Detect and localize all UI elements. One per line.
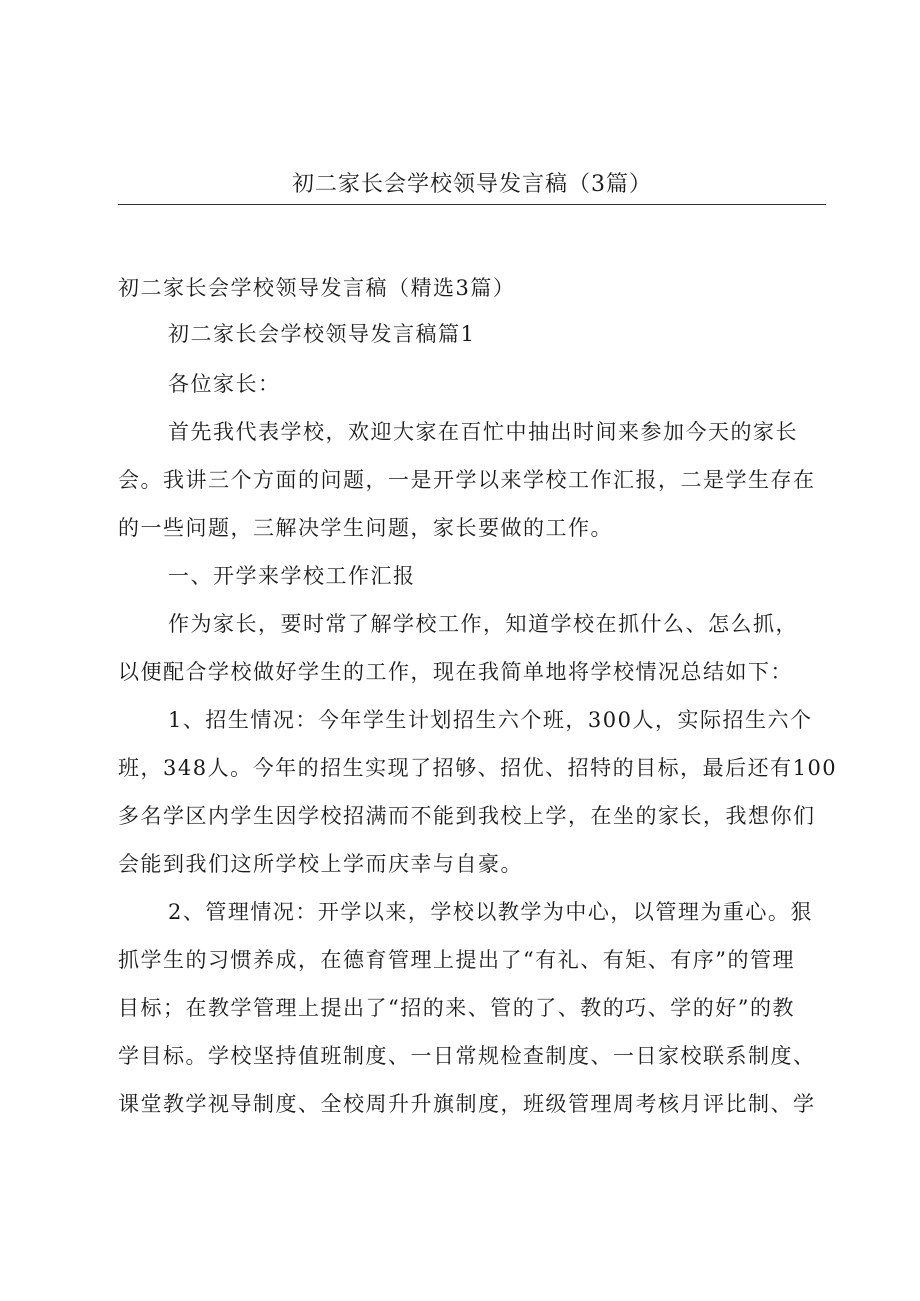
paragraph-line: 以便配合学校做好学生的工作，现在我简单地将学校情况总结如下： — [118, 660, 793, 684]
paragraph-line: 课堂教学视导制度、全校周升升旗制度，班级管理周考核月评比制、学 — [118, 1092, 816, 1116]
paragraph-line: 1、招生情况：今年学生计划招生六个班，300人，实际招生六个 — [168, 708, 813, 732]
paragraph-line: 作为家长，要时常了解学校工作，知道学校在抓什么、怎么抓， — [168, 612, 798, 636]
document-title: 初二家长会学校领导发言稿（3篇） — [292, 172, 652, 197]
salutation: 各位家长： — [168, 372, 281, 396]
paragraph-line: 的一些问题，三解决学生问题，家长要做的工作。 — [118, 516, 613, 540]
document-subtitle: 初二家长会学校领导发言稿（精选3篇） — [118, 276, 516, 300]
paragraph-line: 多名学区内学生因学校招满而不能到我校上学，在坐的家长，我想你们 — [118, 804, 816, 828]
section-heading: 一、开学来学校工作汇报 — [168, 564, 416, 588]
section-heading: 初二家长会学校领导发言稿篇1 — [168, 322, 476, 346]
paragraph-line: 班，348人。今年的招生实现了招够、招优、招特的目标，最后还有100 — [118, 756, 838, 780]
paragraph-line: 首先我代表学校，欢迎大家在百忙中抽出时间来参加今天的家长 — [168, 420, 798, 444]
document-body — [118, 268, 838, 1128]
document-header — [118, 168, 826, 205]
paragraph-line: 2、管理情况：开学以来，学校以教学为中心，以管理为重心。狠 — [168, 900, 813, 924]
paragraph-line: 目标；在教学管理上提出了“招的来、管的了、教的巧、学的好”的教 — [118, 996, 795, 1020]
paragraph-line: 会。我讲三个方面的问题，一是开学以来学校工作汇报，二是学生存在 — [118, 468, 816, 492]
paragraph-line: 学目标。学校坚持值班制度、一日常规检查制度、一日家校联系制度、 — [118, 1044, 816, 1068]
paragraph-line: 会能到我们这所学校上学而庆幸与自豪。 — [118, 852, 523, 876]
paragraph-line: 抓学生的习惯养成，在德育管理上提出了“有礼、有矩、有序”的管理 — [118, 948, 795, 972]
